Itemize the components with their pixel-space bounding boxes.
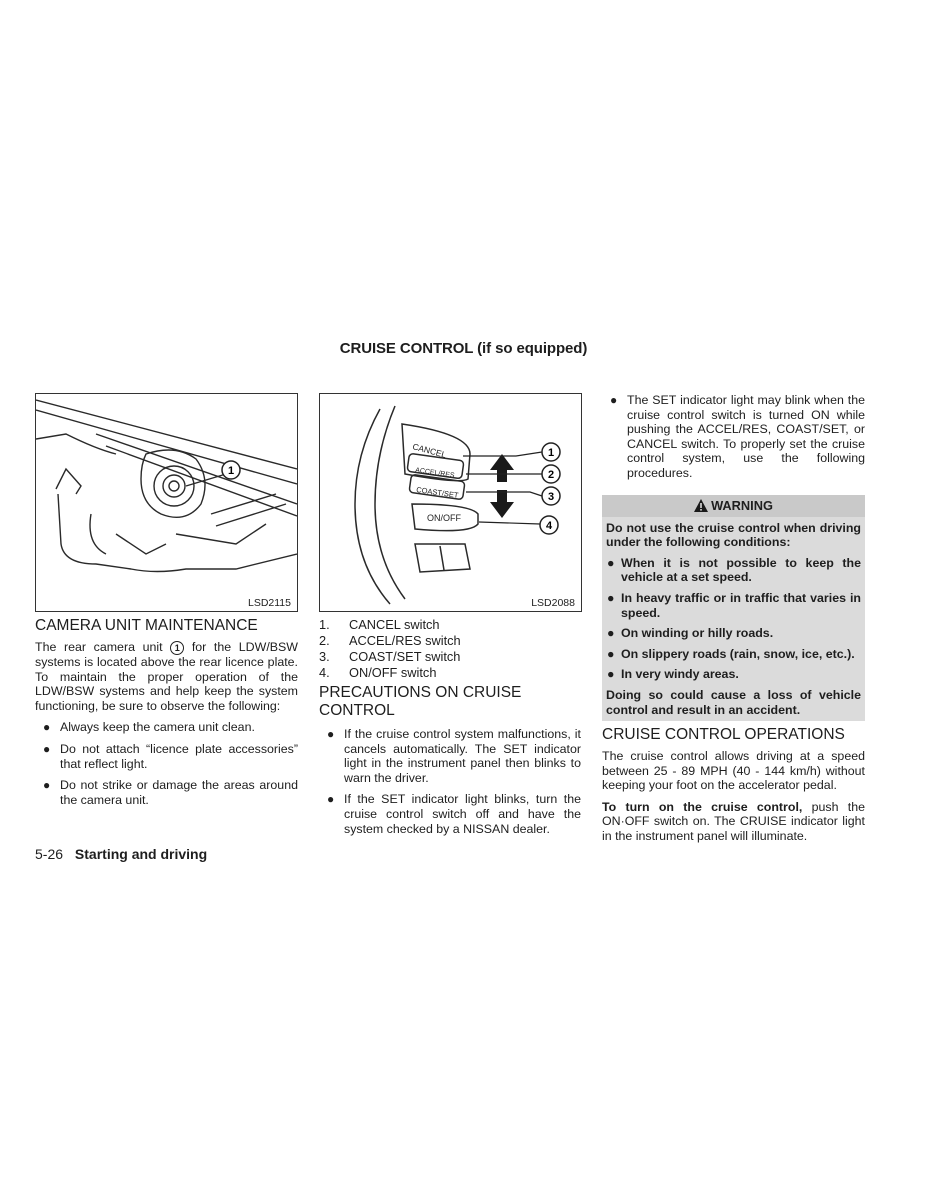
list-item: ● On winding or hilly roads.	[607, 626, 774, 641]
list-item: ● Do not strike or damage the areas around the camera unit.	[43, 778, 298, 807]
warning-list	[606, 556, 861, 682]
warning-intro: Do not use the cruise control when driving under the following conditions:	[606, 520, 861, 550]
warning-box	[602, 495, 865, 722]
list-item: ● On slippery roads (rain, snow, ice, etc.).	[607, 646, 855, 661]
page-header: CRUISE CONTROL (if so equipped)	[339, 340, 588, 357]
list-item: ● When it is not possible to keep the vehicle at a set speed.	[607, 555, 861, 585]
camera-heading: CAMERA UNIT MAINTENANCE	[35, 617, 258, 634]
callout-1-icon: 1	[170, 641, 184, 655]
switch-callout-2: 2	[547, 469, 555, 481]
list-item: 2. ACCEL/RES switch	[319, 633, 461, 648]
onoff-label: ON/OFF	[427, 513, 461, 523]
list-item: 1. CANCEL switch	[319, 617, 440, 632]
camera-illustration	[36, 394, 297, 611]
page-footer	[35, 846, 207, 862]
operations-para-1: The cruise control allows driving at a speed between 25 - 89 MPH (40 - 144 km/h) without keeping your foot on the accelerator pedal.	[602, 749, 865, 793]
switch-illustration	[320, 394, 581, 611]
list-item: ● In very windy areas.	[607, 667, 739, 682]
switch-figure	[319, 393, 582, 612]
list-item: ● Do not attach “licence plate accessories” that reflect light.	[43, 741, 298, 771]
switch-callout-1: 1	[547, 447, 555, 459]
warning-icon	[694, 497, 708, 519]
warning-outro: Doing so could cause a loss of vehicle control and result in an accident.	[606, 687, 861, 717]
camera-intro: The rear camera unit 1 for the LDW/BSW systems is located above the rear licence plate. To maintain the proper operation of the LDW/BSW systems and help keep the system functioning, be sure to observe the following:	[35, 640, 298, 713]
camera-bullets	[35, 720, 298, 807]
switch-callout-3: 3	[547, 491, 555, 503]
operations-para-2: To turn on the cruise control, push the ON·OFF switch on. The CRUISE indicator light in the instrument panel will illuminate.	[602, 799, 865, 844]
warning-title: WARNING	[711, 497, 773, 513]
column-switches	[319, 393, 581, 836]
footer-section: Starting and driving	[74, 846, 208, 862]
coast-label: COAST/SET	[415, 485, 460, 500]
precautions-heading: PRECAUTIONS ON CRUISE CONTROL	[319, 684, 522, 719]
page-number: 5-26	[35, 846, 64, 862]
cancel-label: CANCEL	[411, 441, 448, 460]
camera-figure	[35, 393, 298, 612]
precautions-bullets	[319, 727, 581, 836]
list-item: ● Always keep the camera unit clean.	[43, 720, 255, 735]
column-operations	[602, 393, 865, 844]
camera-callout-1: 1	[227, 465, 235, 477]
set-indicator-bullets	[602, 393, 865, 481]
list-item: ● The SET indicator light may blink when the cruise control switch is turned ON while pushing the ACCEL/RES, COAST/SET, or CANCEL switch. To properly set the cruise control system, use the following procedures.	[610, 393, 865, 480]
list-item: 3. COAST/SET switch	[319, 649, 461, 664]
switch-callout-4: 4	[545, 520, 553, 532]
figure-code: LSD2088	[531, 597, 575, 609]
accel-label: ACCEL/RES	[414, 467, 455, 480]
list-item: ● In heavy traffic or in traffic that varies in speed.	[607, 590, 861, 620]
switch-list	[319, 617, 581, 681]
figure-code: LSD2115	[247, 597, 291, 609]
list-item: ● If the SET indicator light blinks, turn the cruise control switch off and have the system checked by a NISSAN dealer.	[327, 792, 581, 836]
warning-header	[602, 495, 865, 517]
column-camera	[35, 393, 298, 807]
list-item: 4. ON/OFF switch	[319, 665, 437, 680]
operations-heading: CRUISE CONTROL OPERATIONS	[602, 726, 845, 744]
list-item: ● If the cruise control system malfunctions, it cancels automatically. The SET indicator light in the instrument panel then blinks to warn the driver.	[327, 727, 581, 785]
